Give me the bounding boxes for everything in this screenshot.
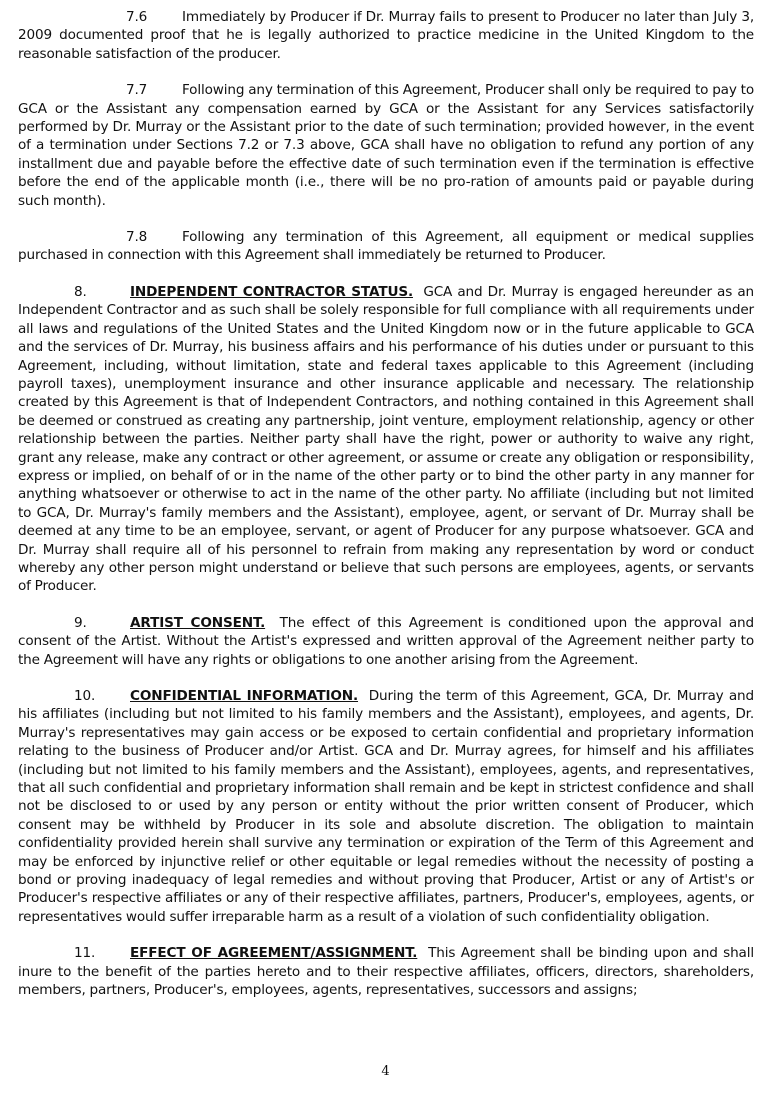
clause-text: Following any termination of this Agreement, Producer shall only be required to pay to GCA or the Assistant any compensation earned by GCA or the Assistant for any Services satisfactorily performed by Dr. Murray or the Assistant prior to the date of such termination; provided however, in the event of a termination under Sections 7.2 or 7.3 above, GCA shall have no obligation to refund any portion of any installment due and payable before the effective date of such termination even if the termination is effective before the end of the applicable month (i.e., there will be no pro-ration of amounts paid or payable during such month). [18, 82, 754, 209]
section-text: The effect of this Agreement is conditioned upon the approval and consent of the Artist. Without the Artist's expressed and written approval of the Agreement neither party to the Agreement will have any rights or obligations to one another arising from the Agreement. [18, 614, 755, 668]
clause-7-7 [18, 81, 754, 210]
section-9 [18, 614, 754, 669]
section-heading: CONFIDENTIAL INFORMATION. [130, 688, 359, 704]
section-text: During the term of this Agreement, GCA, Dr. Murray and his affiliates (including but not limited to his family members and the Assistant), employees, and agents, Dr. Murray's representatives may gain access or be exposed to certain confidential and proprietary information relating to the business of Producer and/or Artist. GCA and Dr. Murray agrees, for himself and his affiliates (including but not limited to his family members and the Assistant), employees, agents, and representatives, that all such confidential and proprietary information shall remain and be kept in strictest confidence and shall not be disclosed to or used by any person or entity without the prior written consent of Producer, which consent may be withheld by Producer in its sole and absolute discretion. The obligation to maintain confidentiality provided herein shall survive any termination or expiration of the Term of this Agreement and may be enforced by injunctive relief or other equitable or legal remedies without the necessity of posting a bond or proving inadequacy of legal remedies and without proving that Producer, Artist or any of Artist's or Producer's respective affiliates or any of their respective affiliates, partners, Producer's, employees, agents, or representatives would suffer irreparable harm as a result of a violation of such confidentiality obligation. [18, 688, 754, 925]
clause-text: Following any termination of this Agreement, all equipment or medical supplies purchased in connection with this Agreement shall immediately be returned to Producer. [18, 229, 754, 264]
section-heading: ARTIST CONSENT. [130, 614, 266, 631]
clause-number: 7.7 [126, 82, 148, 99]
section-heading: EFFECT OF AGREEMENT/ASSIGNMENT. [130, 945, 418, 962]
section-8 [18, 283, 754, 596]
section-number: 9. [74, 614, 87, 631]
section-number: 8. [74, 283, 87, 300]
clause-7-8 [18, 228, 754, 265]
clause-text: Immediately by Producer if Dr. Murray fails to present to Producer no later than July 3, 2009 documented proof that he is legally authorized to practice medicine in the United Kingdom to the reasonable satisfaction of the producer. [18, 9, 754, 62]
document-page [18, 8, 754, 1018]
section-text: This Agreement shall be binding upon and shall inure to the benefit of the parties hereto and to their respective affiliates, officers, directors, shareholders, members, partners, Producer's, employees, agents, representatives, successors and assigns; [18, 945, 754, 999]
section-11 [18, 944, 754, 999]
section-text: GCA and Dr. Murray is engaged hereunder as an Independent Contractor and as such shall be solely responsible for full compliance with all requirements under all laws and regulations of the United States and the United Kingdom now or in the future applicable to GCA and the services of Dr. Murray, his business affairs and his performance of his duties under or pursuant to this Agreement, including, without limitation, state and federal taxes applicable to this Agreement (including payroll taxes), unemployment insurance and other insurance applicable and necessary. The relationship created by this Agreement is that of Independent Contractors, and nothing contained in this Agreement shall be deemed or construed as creating any partnership, joint venture, employment relationship, agency or other relationship between the parties. Neither party shall have the right, power or authority to waive any right, grant any release, make any contract or other agreement, or assume or create any obligation or responsibility, express or implied, on behalf of or in the name of the other party or to bind the other party in any manner for anything whatsoever or otherwise to act in the name of the other party. No affiliate (including but not limited to GCA, Dr. Murray's family members and the Assistant), employee, agent, or servant of Dr. Murray shall be deemed at any time to be an employee, servant, or agent of Producer for any purpose whatsoever. GCA and Dr. Murray shall require all of his personnel to refrain from making any representation by word or conduct whereby any other person might understand or believe that such persons are employees, agents, or servants of Producer. [18, 283, 754, 595]
clause-number: 7.6 [126, 9, 148, 25]
section-10 [18, 687, 754, 926]
clause-number: 7.8 [126, 229, 148, 246]
section-heading: INDEPENDENT CONTRACTOR STATUS. [130, 283, 413, 300]
page-number: 4 [381, 1064, 390, 1079]
section-number: 11. [74, 945, 96, 962]
clause-7-6 [18, 8, 754, 63]
section-number: 10. [74, 688, 96, 704]
